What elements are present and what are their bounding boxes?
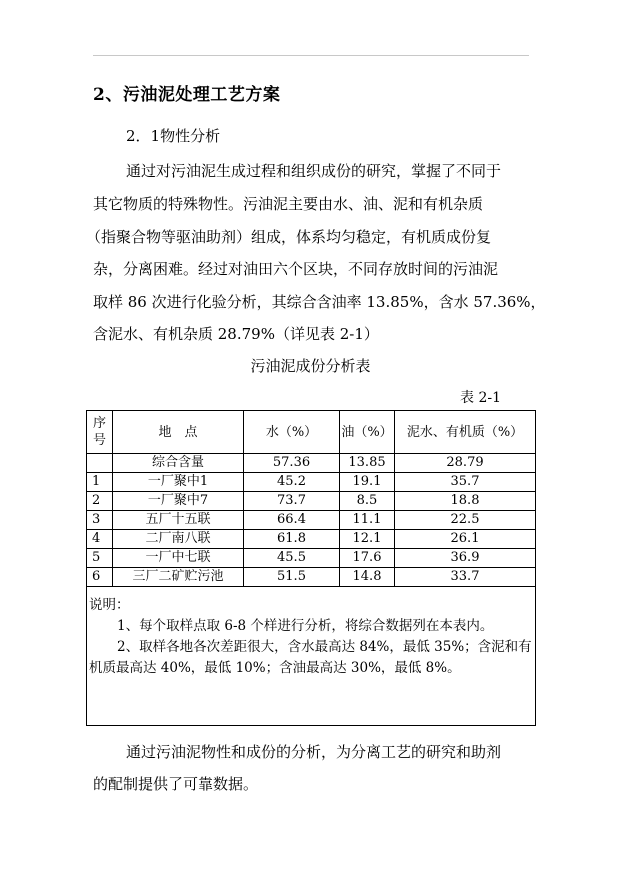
table-notes-row xyxy=(87,587,536,726)
intro-line-1: 通过对污油泥生成过程和组织成份的研究，掌握了不同于 xyxy=(126,162,502,180)
row-mud: 36.9 xyxy=(395,549,536,568)
row-oil: 19.1 xyxy=(340,473,395,492)
row-mud: 18.8 xyxy=(395,492,536,511)
table-row xyxy=(87,530,536,549)
table-row xyxy=(87,492,536,511)
row-index: 6 xyxy=(87,568,113,587)
table-row xyxy=(87,568,536,587)
row-location: 一厂中七联 xyxy=(113,549,244,568)
row-location: 一厂聚中7 xyxy=(113,492,244,511)
row-mud: 28.79 xyxy=(395,454,536,473)
row-location: 二厂南八联 xyxy=(113,530,244,549)
table-notes xyxy=(87,587,536,726)
subsection-title: 2．1物性分析 xyxy=(126,127,221,145)
row-water: 61.8 xyxy=(244,530,340,549)
notes-title: 说明： xyxy=(89,597,130,613)
closing-line-2: 的配制提供了可靠数据。 xyxy=(93,775,259,793)
row-water: 66.4 xyxy=(244,511,340,530)
row-location: 三厂二矿贮污池 xyxy=(113,568,244,587)
row-index: 4 xyxy=(87,530,113,549)
table-number: 表 2-1 xyxy=(460,390,501,406)
section-title: 2、污油泥处理工艺方案 xyxy=(93,85,281,105)
row-mud: 22.5 xyxy=(395,511,536,530)
composition-table xyxy=(86,410,536,726)
row-index: 5 xyxy=(87,549,113,568)
row-oil: 8.5 xyxy=(340,492,395,511)
row-water: 73.7 xyxy=(244,492,340,511)
row-index: 3 xyxy=(87,511,113,530)
closing-line-1: 通过污油泥物性和成份的分析，为分离工艺的研究和助剂 xyxy=(126,743,502,761)
row-water: 45.5 xyxy=(244,549,340,568)
row-location: 综合含量 xyxy=(113,454,244,473)
row-index: 2 xyxy=(87,492,113,511)
row-location: 五厂十五联 xyxy=(113,511,244,530)
header-index: 序号 xyxy=(87,411,113,454)
row-mud: 35.7 xyxy=(395,473,536,492)
table-row xyxy=(87,454,536,473)
note-item: 2、取样各地各次差距很大，含水最高达 84%，最低 35%；含泥和有机质最高达 40%，最低 10%；含油最高达 30%，最低 8%。 xyxy=(89,639,532,676)
intro-line-4: 杂，分离困难。经过对油田六个区块，不同存放时间的污油泥 xyxy=(93,260,499,278)
row-mud: 26.1 xyxy=(395,530,536,549)
row-index xyxy=(87,454,113,473)
table-caption: 污油泥成份分析表 xyxy=(250,357,371,375)
row-oil: 17.6 xyxy=(340,549,395,568)
intro-line-5: 取样 86 次进行化验分析，其综合含油率 13.85%，含水 57.36%， xyxy=(93,293,546,311)
row-location: 一厂聚中1 xyxy=(113,473,244,492)
intro-line-2: 其它物质的特殊物性。污油泥主要由水、油、泥和有机杂质 xyxy=(93,195,484,213)
intro-line-6: 含泥水、有机杂质 28.79%（详见表 2-1） xyxy=(93,325,379,343)
intro-line-3: （指聚合物等驱油助剂）组成，体系均匀稳定，有机质成份复 xyxy=(86,228,492,246)
header-water: 水（%） xyxy=(244,411,340,454)
row-water: 57.36 xyxy=(244,454,340,473)
row-oil: 14.8 xyxy=(340,568,395,587)
row-index: 1 xyxy=(87,473,113,492)
row-water: 45.2 xyxy=(244,473,340,492)
row-water: 51.5 xyxy=(244,568,340,587)
header-rule xyxy=(93,55,529,56)
row-oil: 12.1 xyxy=(340,530,395,549)
row-oil: 11.1 xyxy=(340,511,395,530)
header-oil: 油（%） xyxy=(340,411,395,454)
table-row xyxy=(87,511,536,530)
row-mud: 33.7 xyxy=(395,568,536,587)
note-item: 1、每个取样点取 6-8 个样进行分析，将综合数据列在本表内。 xyxy=(117,618,494,634)
table-row xyxy=(87,473,536,492)
table-header-row xyxy=(87,411,536,454)
header-location: 地 点 xyxy=(113,411,244,454)
row-oil: 13.85 xyxy=(340,454,395,473)
header-mud: 泥水、有机质（%） xyxy=(395,411,536,454)
table-row xyxy=(87,549,536,568)
